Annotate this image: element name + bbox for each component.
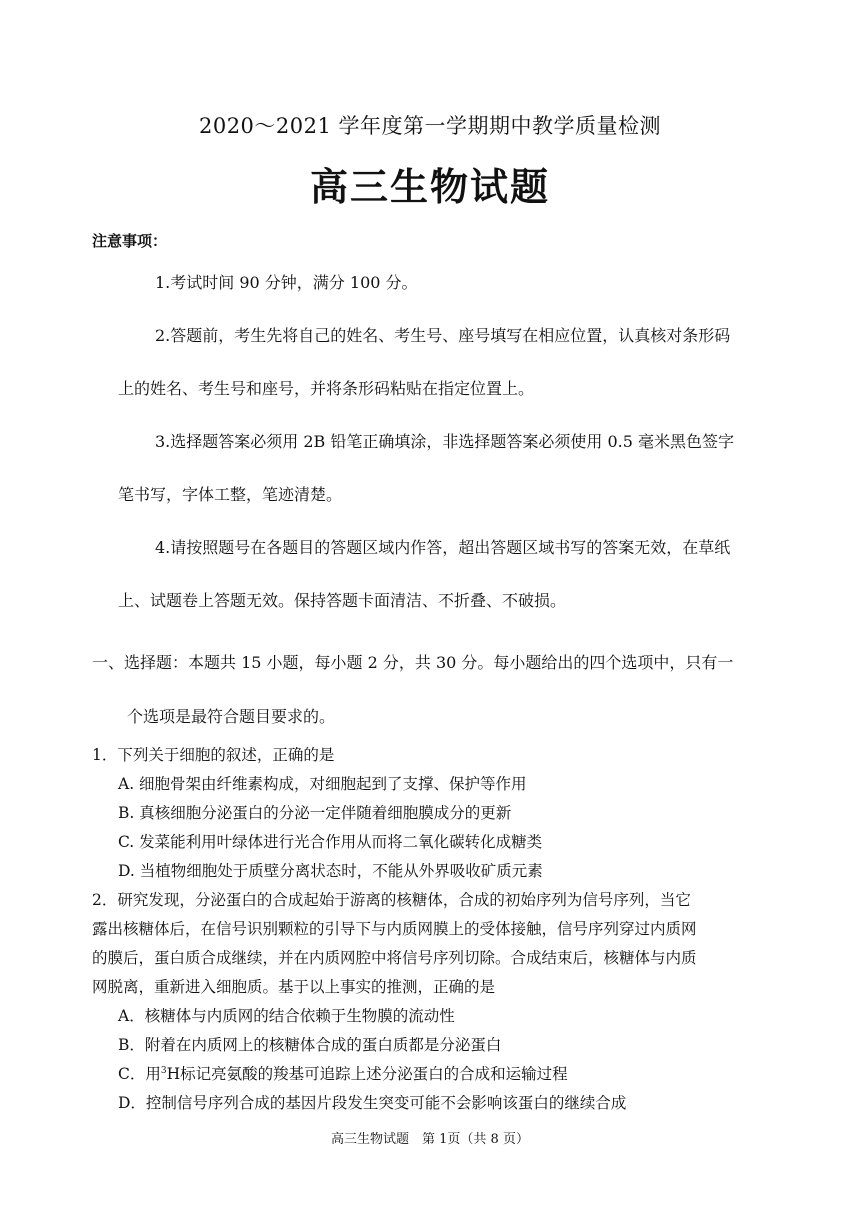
exam-subtitle: 2020～2021 学年度第一学期期中教学质量检测 [198,114,662,138]
isotope-superscript: 3 [160,1065,167,1076]
note-line: 2.答题前，考生先将自己的姓名、考生号、座号填写在相应位置，认真核对条形码 [155,326,731,345]
exam-title: 高三生物试题 [309,164,550,209]
question-1-option-a: A. 细胞骨架由纤维素构成，对细胞起到了支撑、保护等作用 [118,775,527,793]
question-1-stem: 1．下列关于细胞的叙述，正确的是 [92,746,335,764]
question-1-option-c: C. 发菜能利用叶绿体进行光合作用从而将二氧化碳转化成糖类 [118,833,543,851]
note-line: 笔书写，字体工整，笔迹清楚。 [118,485,343,504]
note-line: 4.请按照题号在各题目的答题区域内作答，超出答题区域书写的答案无效，在草纸 [155,538,731,557]
question-2-stem-line: 的膜后，蛋白质合成继续，并在内质网腔中将信号序列切除。合成结束后，核糖体与内质 [92,949,697,967]
question-2-stem-line: 网脱离，重新进入细胞质。基于以上事实的推测，正确的是 [92,978,496,996]
question-2-stem-line: 2．研究发现，分泌蛋白的合成起始于游离的核糖体，合成的初始序列为信号序列，当它 [92,891,691,909]
note-line: 1.考试时间 90 分钟，满分 100 分。 [155,273,418,292]
note-line: 上的姓名、考生号和座号，并将条形码粘贴在指定位置上。 [118,379,535,398]
question-2-option-d: D．控制信号序列合成的基因片段发生突变可能不会影响该蛋白的继续合成 [118,1094,627,1112]
note-line: 3.选择题答案必须用 2B 铅笔正确填涂，非选择题答案必须使用 0.5 毫米黑色签字 [155,432,734,451]
option-c-prefix: C．用 [118,1065,161,1083]
option-c-text: H标记亮氨酸的羧基可追踪上述分泌蛋白的合成和运输过程 [166,1065,568,1083]
question-2-option-c [118,1062,568,1084]
notes-heading: 注意事项： [92,232,168,250]
question-1-option-d: D. 当植物细胞处于质壁分离状态时，不能从外界吸收矿质元素 [118,862,543,880]
question-2-option-b: B．附着在内质网上的核糖体合成的蛋白质都是分泌蛋白 [118,1036,502,1054]
question-2-option-a: A．核糖体与内质网的结合依赖于生物膜的流动性 [118,1007,455,1025]
page-footer: 高三生物试题 第 1页（共 8 页） [331,1132,529,1147]
note-line: 上、试题卷上答题无效。保持答题卡面清洁、不折叠、不破损。 [118,591,567,610]
question-2-stem-line: 露出核糖体后，在信号识别颗粒的引导下与内质网膜上的受体接触，信号序列穿过内质网 [92,920,697,938]
question-1-option-b: B. 真核细胞分泌蛋白的分泌一定伴随着细胞膜成分的更新 [118,804,512,822]
section-heading-cont: 个选项是最符合题目要求的。 [127,707,336,726]
section-heading: 一、选择题：本题共 15 小题，每小题 2 分，共 30 分。每小题给出的四个选项中，只有一 [92,653,734,672]
